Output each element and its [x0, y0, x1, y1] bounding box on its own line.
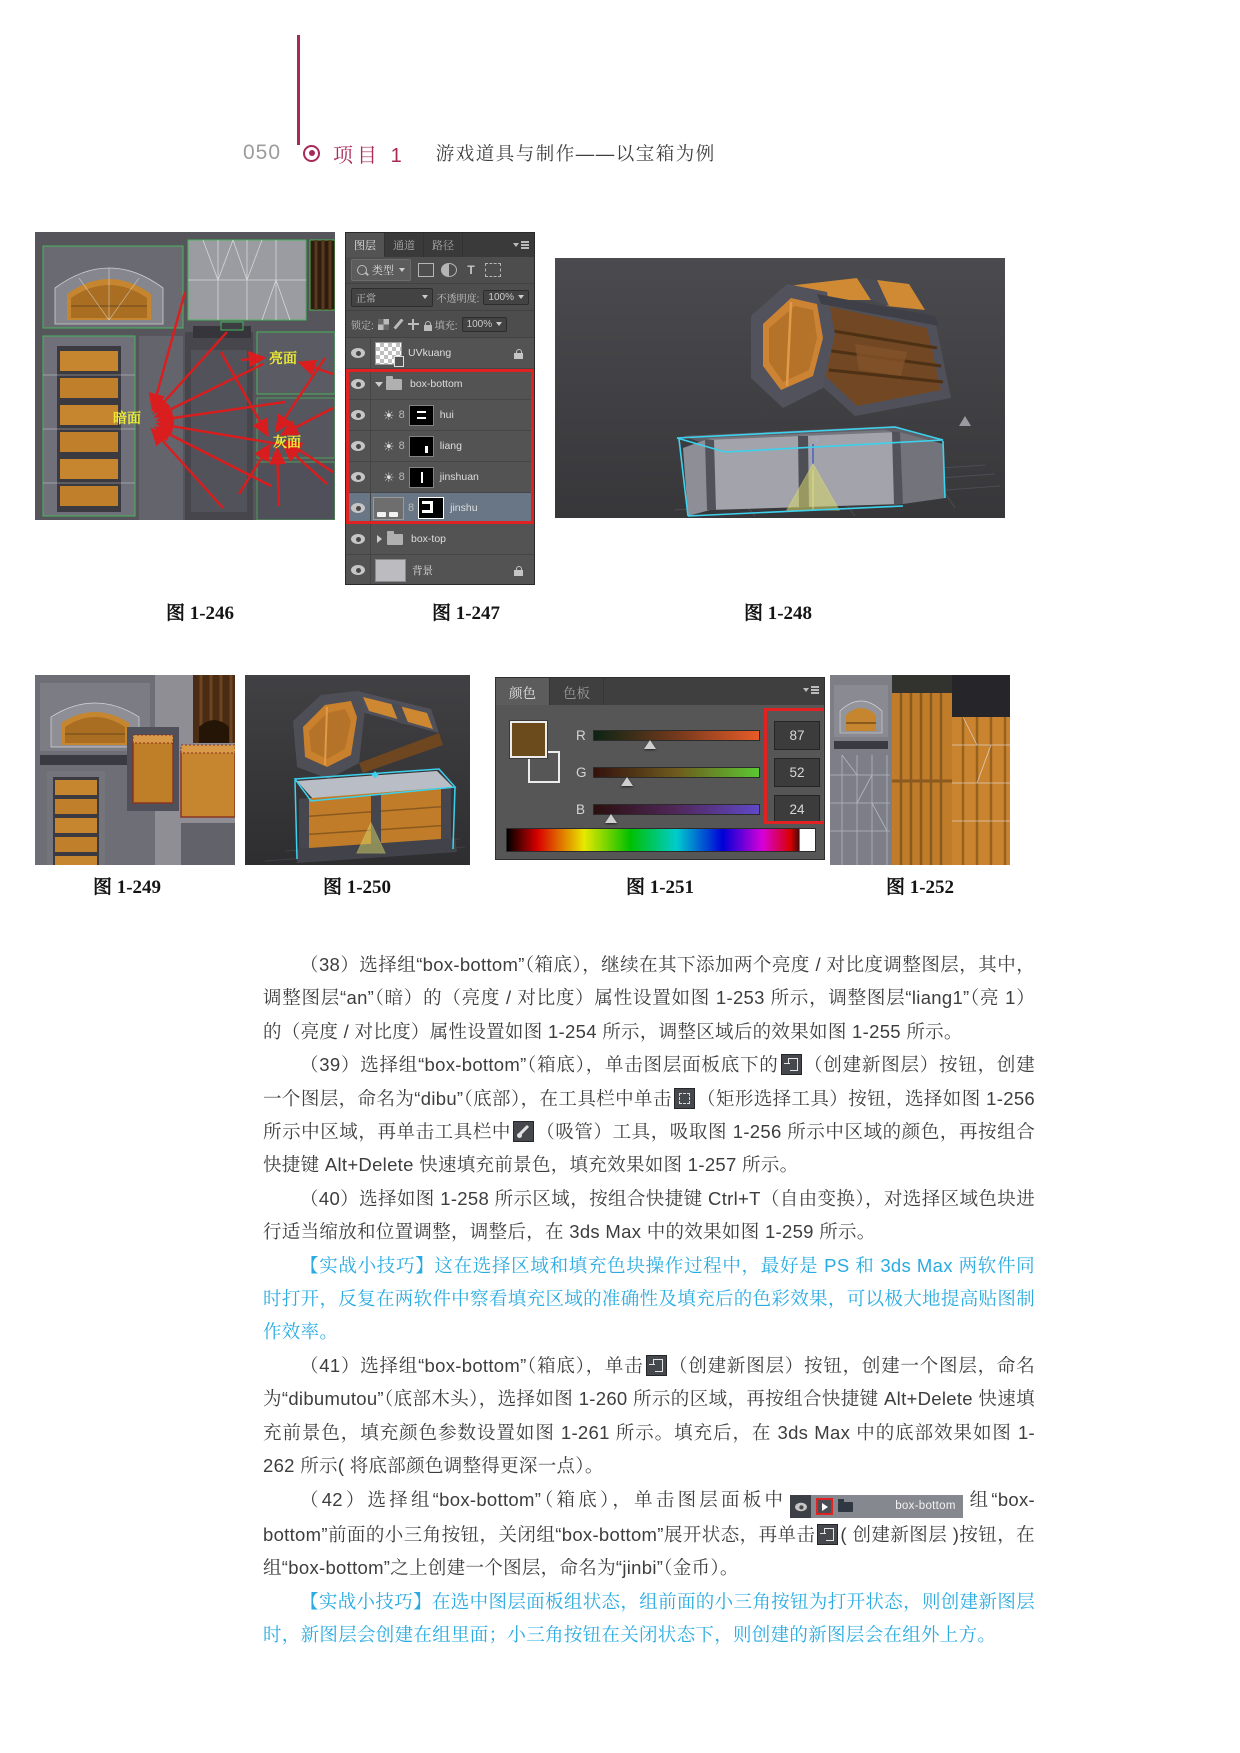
opacity-dropdown — [483, 290, 529, 305]
lock-icon — [514, 347, 524, 359]
color-panel-body — [496, 705, 824, 827]
layer-name: liang — [439, 440, 462, 452]
fill-label: 填充: — [434, 320, 458, 332]
layer-name: box-bottom — [410, 378, 463, 390]
step-paragraph: （41）选择组“box-bottom”（箱底），单击 （创建新图层）按钮，创建一个图层，命名为“dibumutou”（底部木头），选择如图 1-260 所示的区域，再按组合快捷键 Alt+Delete 快速填充前景色，填充颜色参数设置如图 1-261 所示。填充后，在 3ds Max 中的底部效果如图 1-262 所示( 将底部颜色调整得更深一点）。 — [263, 1354, 1036, 1477]
lock-transparency-icon — [378, 319, 389, 330]
color-panel-tabs — [496, 678, 824, 705]
tab-paths: 路径 — [424, 233, 463, 257]
opacity-label: 不透明度: — [436, 293, 480, 305]
eye-icon — [351, 441, 365, 451]
eye-icon — [795, 1502, 807, 1511]
filter-shape-icon — [485, 263, 501, 277]
foreground-color-swatch — [510, 721, 547, 758]
slider-thumb-icon — [644, 740, 656, 749]
fill-value: 100% — [466, 318, 493, 330]
layer-row-jinshuan — [346, 462, 534, 493]
viewport-graphic — [555, 258, 1005, 518]
channel-slider — [593, 767, 760, 778]
layer-name: box-top — [411, 533, 447, 545]
new-layer-icon — [781, 1054, 802, 1075]
triangle-down-icon — [375, 382, 383, 387]
figure-uv-texture-labeled — [35, 232, 335, 520]
layer-mask-thumbnail — [409, 467, 434, 488]
figure-caption: 图 1-249 — [92, 877, 162, 898]
triangle-right-icon — [377, 535, 382, 543]
layer-group-strip — [790, 1495, 963, 1518]
channel-value: 52 — [774, 758, 820, 787]
layer-filter-row — [346, 257, 534, 284]
lock-pixels-icon — [393, 319, 404, 330]
brightness-adjustment-icon: ☀ — [383, 438, 395, 454]
figure-3d-viewport-chest-front — [245, 675, 470, 865]
eye-cell — [346, 524, 371, 554]
chevron-down-icon — [399, 268, 405, 272]
layer-row-jinshu — [346, 493, 534, 524]
body-text — [263, 948, 1035, 1652]
highlight-rectangle — [764, 708, 825, 824]
step-paragraph: （42）选择组“box-bottom”（箱底），单击图层面板中 box-bottom 组“box-bottom”前面的小三角按钮，关闭组“box-bottom”展开状态，再单击 ( 创建新图层 )按钮，在组“box-bottom”之上创建一个图层，命名为“jinbi”（金币）。 — [263, 1488, 1036, 1579]
eye-cell — [346, 400, 371, 430]
slider-thumb-icon — [621, 777, 633, 786]
link-icon: 8 — [398, 409, 405, 421]
figure-layers-panel — [345, 232, 535, 585]
page-header — [243, 140, 716, 166]
channel-label: R — [576, 728, 586, 743]
lock-icon — [514, 564, 524, 576]
page-number: 050 — [243, 141, 282, 164]
figure-texture-closeup-right — [830, 675, 1010, 865]
marquee-icon — [674, 1088, 695, 1109]
eye-cell — [346, 493, 371, 523]
lock-all-icon — [424, 325, 432, 331]
brightness-adjustment-icon: ☀ — [383, 469, 395, 485]
channel-label: B — [576, 802, 586, 817]
slider-thumb-icon — [605, 814, 617, 823]
eye-cell — [346, 431, 371, 461]
eye-icon — [790, 1495, 811, 1518]
figure-caption: 图 1-247 — [431, 603, 501, 624]
layer-mask-thumbnail — [418, 497, 444, 519]
layer-name: 背景 — [412, 564, 433, 577]
svg-text:z: z — [815, 437, 819, 444]
tab-layers: 图层 — [346, 233, 385, 257]
figure-caption: 图 1-246 — [165, 603, 235, 624]
folder-icon — [838, 1502, 853, 1512]
filter-adjustment-icon — [441, 263, 457, 277]
layer-row-box-bottom — [346, 369, 534, 400]
blend-mode-dropdown — [351, 288, 433, 307]
viewport-graphic — [245, 675, 470, 865]
opacity-value: 100% — [488, 291, 514, 303]
header-rule — [297, 35, 300, 145]
eye-icon — [351, 503, 365, 513]
layer-thumbnail — [373, 497, 404, 520]
layer-name: UVkuang — [408, 347, 452, 359]
figure-caption: 图 1-248 — [743, 603, 813, 624]
uv-label-dark: 暗面 — [113, 410, 141, 426]
layer-name: jinshuan — [439, 471, 479, 483]
lock-position-icon — [408, 319, 419, 330]
lock-label: 锁定: — [351, 320, 374, 332]
link-icon: 8 — [408, 502, 415, 514]
layers-panel-tabs — [346, 233, 534, 257]
uv-texture-graphic — [35, 232, 335, 520]
layer-row-liang — [346, 431, 534, 462]
layer-list — [346, 338, 534, 585]
layer-thumbnail — [375, 559, 406, 582]
uv-label-gray: 灰面 — [273, 434, 301, 450]
triangle-right-icon — [816, 1498, 833, 1515]
search-icon — [357, 265, 367, 275]
chapter-label: 项目 1 — [333, 144, 406, 167]
channel-label: G — [576, 765, 587, 780]
eye-icon — [351, 472, 365, 482]
layer-row-UVkuang — [346, 338, 534, 369]
color-spectrum-ramp — [506, 828, 816, 852]
fill-dropdown — [462, 317, 508, 332]
bullet-target-icon — [303, 145, 320, 162]
tip-paragraph: 【实战小技巧】在选中图层面板组状态，组前面的小三角按钮为打开状态，则创建新图层时，新图层会创建在组里面；小三角按钮在关闭状态下，则创建的新图层会在组外上方。 — [263, 1590, 1035, 1646]
blend-mode-row — [346, 284, 534, 311]
figure-caption: 图 1-250 — [322, 877, 392, 898]
layer-mask-thumbnail — [409, 405, 434, 426]
blend-mode-value: 正常 — [356, 293, 376, 305]
layer-thumbnail — [375, 342, 402, 365]
tab-color: 颜色 — [496, 678, 550, 705]
filter-type-tool-icon: T — [467, 263, 475, 277]
panel-menu-icon — [513, 241, 529, 250]
layer-row-背景 — [346, 555, 534, 585]
channel-slider — [593, 804, 760, 815]
folder-icon — [386, 379, 402, 390]
tab-swatches: 色板 — [550, 678, 604, 705]
filter-image-icon — [418, 263, 434, 277]
filter-type-label: 类型 — [372, 265, 394, 277]
figure-caption: 图 1-252 — [885, 877, 955, 898]
layer-row-hui — [346, 400, 534, 431]
folder-icon — [387, 534, 403, 545]
eye-icon — [351, 410, 365, 420]
eye-icon — [351, 348, 365, 358]
layer-mask-thumbnail — [409, 436, 434, 457]
layer-row-box-top — [346, 524, 534, 555]
chevron-down-icon — [518, 295, 524, 299]
tip-paragraph: 【实战小技巧】这在选择区域和填充色块操作过程中，最好是 PS 和 3ds Max 两软件同时打开，反复在两软件中察看填充区域的准确性及填充后的色彩效果，可以极大地提高贴图制作效率。 — [263, 1254, 1035, 1343]
figure-caption: 图 1-251 — [625, 877, 695, 898]
brightness-adjustment-icon: ☀ — [383, 407, 395, 423]
eye-cell — [346, 555, 371, 585]
panel-menu-icon — [803, 686, 819, 695]
new-layer-icon — [817, 1524, 838, 1545]
chapter-title: 游戏道具与制作——以宝箱为例 — [435, 143, 716, 164]
channel-value: 24 — [774, 795, 820, 824]
step-paragraph: （39）选择组“box-bottom”（箱底），单击图层面板底下的 （创建新图层）按钮，创建一个图层，命名为“dibu”（底部），在工具栏中单击 （矩形选择工具）按钮，选择如图 1-256 所示中区域，再单击工具栏中 （吸管）工具，吸取图 1-256 所示中区域的颜色，再按组合快捷键 Alt+Delete 快速填充前景色，填充效果如图 1-257 所示。 — [263, 1054, 1035, 1176]
chevron-down-icon — [496, 322, 502, 326]
white-chip — [799, 829, 815, 851]
chevron-down-icon — [422, 295, 428, 299]
link-icon: 8 — [398, 471, 405, 483]
eye-icon — [351, 534, 365, 544]
eyedropper-icon — [513, 1121, 534, 1142]
tab-channels: 通道 — [385, 233, 424, 257]
texture-graphic — [830, 675, 1010, 865]
figure-color-panel — [495, 677, 825, 860]
eye-cell — [346, 462, 371, 492]
lock-row — [346, 311, 534, 338]
eye-icon — [351, 565, 365, 575]
eye-cell — [346, 338, 371, 368]
link-icon: 8 — [398, 440, 405, 452]
eye-icon — [351, 379, 365, 389]
step-paragraph: （40）选择如图 1-258 所示区域，按组合快捷键 Ctrl+T（自由变换），对选择区域色块进行适当缩放和位置调整，调整后，在 3ds Max 中的效果如图 1-259 所示。 — [263, 1187, 1035, 1243]
channel-value: 87 — [774, 721, 820, 750]
eye-cell — [346, 369, 371, 399]
step-paragraph: （38）选择组“box-bottom”（箱底），继续在其下添加两个亮度 / 对比度调整图层，其中，调整图层“an”（暗）的（亮度 / 对比度）属性设置如图 1-253 所示，调整图层“liang1”（亮 1）的（亮度 / 对比度）属性设置如图 1-254 所示，调整区域后的效果如图 1-255 所示。 — [263, 954, 1035, 1042]
new-layer-icon — [646, 1355, 667, 1376]
layer-name: hui — [439, 409, 454, 421]
filter-type-dropdown — [351, 259, 411, 281]
uv-label-bright: 亮面 — [269, 350, 297, 366]
texture-graphic — [35, 675, 235, 865]
figure-3d-viewport-open-chest — [555, 258, 1005, 518]
channel-slider — [593, 730, 760, 741]
layer-name: jinshu — [450, 502, 478, 514]
figure-texture-closeup-left — [35, 675, 235, 865]
group-name: box-bottom — [895, 1499, 956, 1512]
